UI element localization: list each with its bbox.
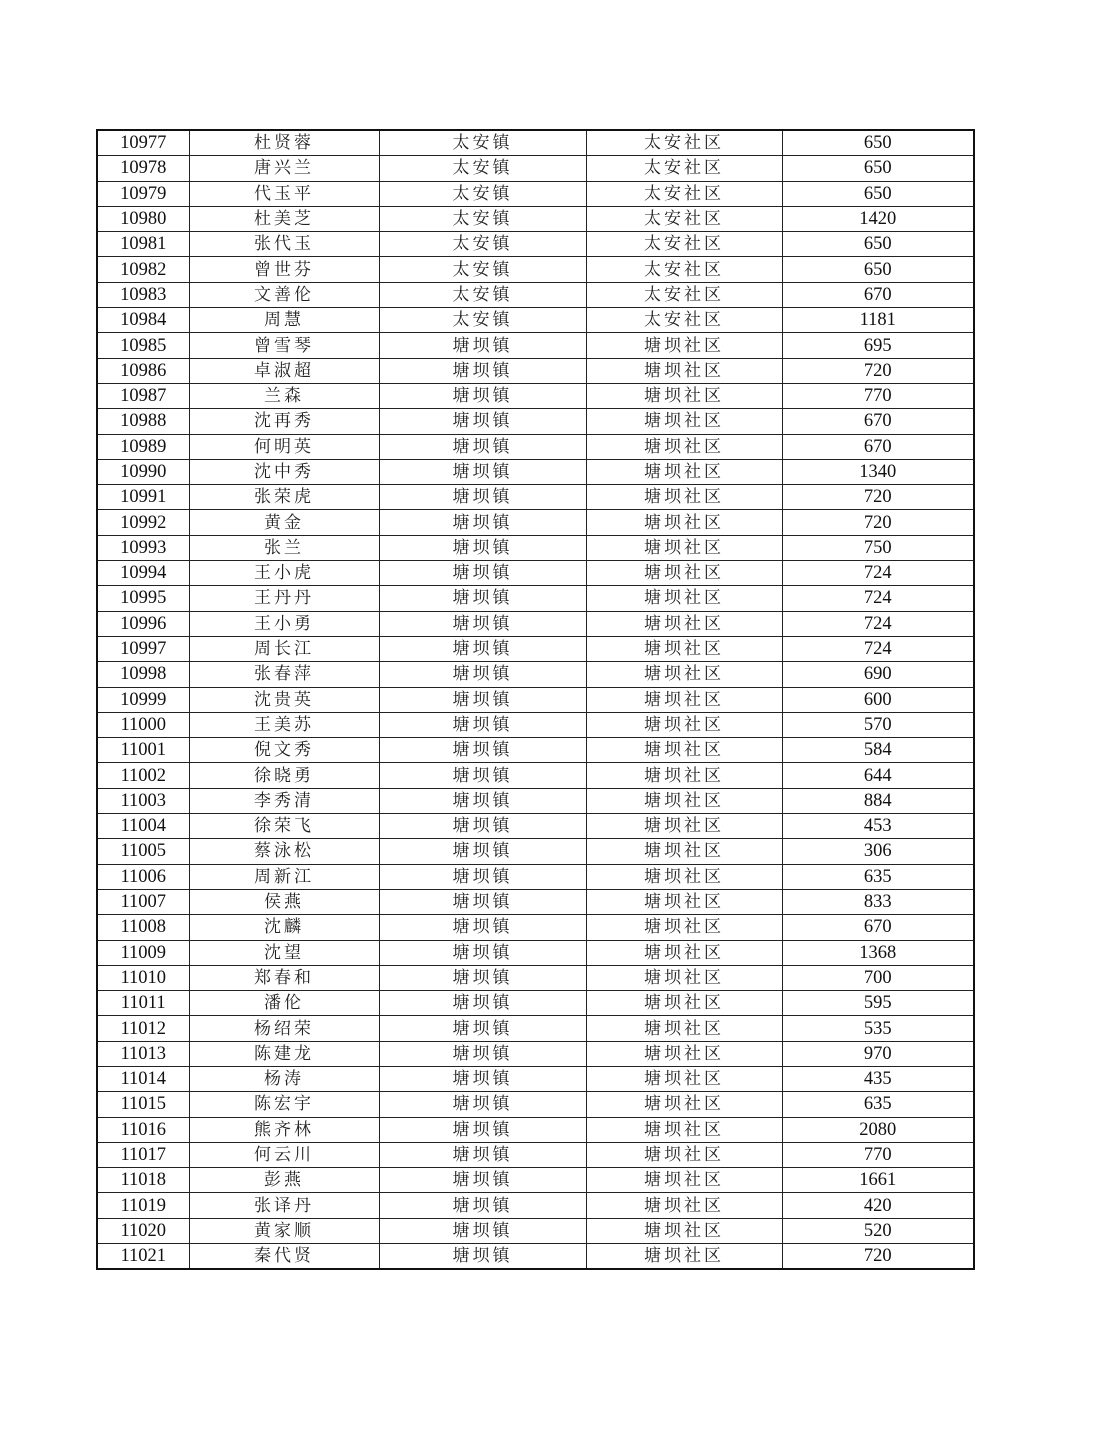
table-row [97,358,974,383]
table-row [97,814,974,839]
amount-cell: 1420 [782,206,974,231]
name-cell: 王小勇 [189,611,379,636]
table-row [97,257,974,282]
town-cell: 塘坝镇 [379,358,586,383]
row-id-cell: 11005 [97,839,189,864]
town-cell: 塘坝镇 [379,712,586,737]
table-row [97,206,974,231]
town-cell: 太安镇 [379,156,586,181]
table-row [97,232,974,257]
table-row [97,1168,974,1193]
table-row [97,485,974,510]
amount-cell: 833 [782,889,974,914]
town-cell: 塘坝镇 [379,459,586,484]
table-row [97,535,974,560]
name-cell: 黄金 [189,510,379,535]
town-cell: 塘坝镇 [379,1168,586,1193]
town-cell: 塘坝镇 [379,814,586,839]
name-cell: 沈再秀 [189,409,379,434]
amount-cell: 650 [782,130,974,156]
town-cell: 塘坝镇 [379,1117,586,1142]
community-cell: 塘坝社区 [586,383,782,408]
row-id-cell: 10978 [97,156,189,181]
amount-cell: 1661 [782,1168,974,1193]
row-id-cell: 10982 [97,257,189,282]
community-cell: 塘坝社区 [586,839,782,864]
table-row [97,687,974,712]
community-cell: 塘坝社区 [586,1244,782,1270]
table-row [97,308,974,333]
amount-cell: 970 [782,1041,974,1066]
table-row [97,383,974,408]
row-id-cell: 10983 [97,282,189,307]
table-row [97,1092,974,1117]
table-row [97,586,974,611]
community-cell: 塘坝社区 [586,409,782,434]
name-cell: 李秀清 [189,788,379,813]
amount-cell: 635 [782,1092,974,1117]
row-id-cell: 11008 [97,915,189,940]
table-row [97,965,974,990]
community-cell: 塘坝社区 [586,586,782,611]
amount-cell: 720 [782,1244,974,1270]
amount-cell: 700 [782,965,974,990]
town-cell: 塘坝镇 [379,510,586,535]
community-cell: 塘坝社区 [586,1066,782,1091]
town-cell: 塘坝镇 [379,889,586,914]
table-row [97,662,974,687]
community-cell: 塘坝社区 [586,991,782,1016]
amount-cell: 724 [782,586,974,611]
name-cell: 彭燕 [189,1168,379,1193]
community-cell: 塘坝社区 [586,561,782,586]
community-cell: 太安社区 [586,156,782,181]
town-cell: 太安镇 [379,232,586,257]
name-cell: 陈建龙 [189,1041,379,1066]
table-row [97,409,974,434]
community-cell: 塘坝社区 [586,636,782,661]
row-id-cell: 11018 [97,1168,189,1193]
town-cell: 塘坝镇 [379,485,586,510]
row-id-cell: 10988 [97,409,189,434]
name-cell: 沈贵英 [189,687,379,712]
community-cell: 塘坝社区 [586,965,782,990]
amount-cell: 670 [782,282,974,307]
row-id-cell: 10986 [97,358,189,383]
amount-cell: 600 [782,687,974,712]
community-cell: 塘坝社区 [586,712,782,737]
row-id-cell: 10984 [97,308,189,333]
name-cell: 张荣虎 [189,485,379,510]
community-cell: 塘坝社区 [586,485,782,510]
row-id-cell: 11015 [97,1092,189,1117]
row-id-cell: 10979 [97,181,189,206]
name-cell: 陈宏宇 [189,1092,379,1117]
name-cell: 王丹丹 [189,586,379,611]
amount-cell: 884 [782,788,974,813]
amount-cell: 1368 [782,940,974,965]
town-cell: 塘坝镇 [379,1142,586,1167]
table-row [97,1218,974,1243]
community-cell: 塘坝社区 [586,1218,782,1243]
amount-cell: 670 [782,409,974,434]
name-cell: 兰森 [189,383,379,408]
amount-cell: 520 [782,1218,974,1243]
name-cell: 周长江 [189,636,379,661]
amount-cell: 720 [782,510,974,535]
name-cell: 周新江 [189,864,379,889]
town-cell: 塘坝镇 [379,687,586,712]
town-cell: 塘坝镇 [379,991,586,1016]
data-table [96,129,975,1270]
row-id-cell: 10998 [97,662,189,687]
community-cell: 塘坝社区 [586,1117,782,1142]
amount-cell: 650 [782,257,974,282]
row-id-cell: 10992 [97,510,189,535]
community-cell: 塘坝社区 [586,510,782,535]
row-id-cell: 11017 [97,1142,189,1167]
amount-cell: 650 [782,156,974,181]
name-cell: 沈麟 [189,915,379,940]
name-cell: 倪文秀 [189,738,379,763]
table-row [97,1117,974,1142]
table-row [97,1142,974,1167]
name-cell: 沈中秀 [189,459,379,484]
amount-cell: 750 [782,535,974,560]
town-cell: 太安镇 [379,257,586,282]
amount-cell: 435 [782,1066,974,1091]
table-row [97,510,974,535]
name-cell: 杜贤蓉 [189,130,379,156]
table-row [97,459,974,484]
community-cell: 塘坝社区 [586,788,782,813]
name-cell: 曾世芬 [189,257,379,282]
row-id-cell: 11009 [97,940,189,965]
town-cell: 塘坝镇 [379,1066,586,1091]
amount-cell: 695 [782,333,974,358]
amount-cell: 670 [782,915,974,940]
community-cell: 塘坝社区 [586,889,782,914]
name-cell: 潘伦 [189,991,379,1016]
row-id-cell: 11010 [97,965,189,990]
name-cell: 张代玉 [189,232,379,257]
amount-cell: 724 [782,561,974,586]
town-cell: 太安镇 [379,308,586,333]
row-id-cell: 11019 [97,1193,189,1218]
table-body [97,130,974,1269]
table-row [97,763,974,788]
table-row [97,991,974,1016]
table-row [97,889,974,914]
name-cell: 郑春和 [189,965,379,990]
name-cell: 杨涛 [189,1066,379,1091]
community-cell: 塘坝社区 [586,611,782,636]
row-id-cell: 10990 [97,459,189,484]
town-cell: 塘坝镇 [379,333,586,358]
town-cell: 太安镇 [379,181,586,206]
row-id-cell: 11016 [97,1117,189,1142]
name-cell: 黄家顺 [189,1218,379,1243]
row-id-cell: 11020 [97,1218,189,1243]
row-id-cell: 10996 [97,611,189,636]
community-cell: 太安社区 [586,257,782,282]
amount-cell: 690 [782,662,974,687]
row-id-cell: 11000 [97,712,189,737]
row-id-cell: 10977 [97,130,189,156]
row-id-cell: 11014 [97,1066,189,1091]
town-cell: 塘坝镇 [379,611,586,636]
amount-cell: 584 [782,738,974,763]
community-cell: 塘坝社区 [586,940,782,965]
community-cell: 塘坝社区 [586,434,782,459]
town-cell: 塘坝镇 [379,434,586,459]
table-row [97,1041,974,1066]
row-id-cell: 11021 [97,1244,189,1270]
community-cell: 太安社区 [586,130,782,156]
amount-cell: 724 [782,636,974,661]
community-cell: 太安社区 [586,308,782,333]
community-cell: 太安社区 [586,282,782,307]
amount-cell: 453 [782,814,974,839]
name-cell: 沈望 [189,940,379,965]
name-cell: 唐兴兰 [189,156,379,181]
amount-cell: 720 [782,358,974,383]
town-cell: 塘坝镇 [379,1041,586,1066]
table-row [97,130,974,156]
amount-cell: 770 [782,383,974,408]
table-row [97,636,974,661]
row-id-cell: 11004 [97,814,189,839]
name-cell: 熊齐林 [189,1117,379,1142]
amount-cell: 595 [782,991,974,1016]
row-id-cell: 11013 [97,1041,189,1066]
table-row [97,712,974,737]
name-cell: 杜美芝 [189,206,379,231]
amount-cell: 650 [782,232,974,257]
row-id-cell: 10995 [97,586,189,611]
amount-cell: 720 [782,485,974,510]
name-cell: 何云川 [189,1142,379,1167]
table-row [97,940,974,965]
community-cell: 塘坝社区 [586,459,782,484]
town-cell: 塘坝镇 [379,788,586,813]
table-row [97,915,974,940]
row-id-cell: 11006 [97,864,189,889]
town-cell: 塘坝镇 [379,535,586,560]
amount-cell: 535 [782,1016,974,1041]
name-cell: 杨绍荣 [189,1016,379,1041]
name-cell: 张兰 [189,535,379,560]
amount-cell: 635 [782,864,974,889]
amount-cell: 644 [782,763,974,788]
amount-cell: 1181 [782,308,974,333]
row-id-cell: 10981 [97,232,189,257]
community-cell: 塘坝社区 [586,1092,782,1117]
row-id-cell: 11001 [97,738,189,763]
amount-cell: 420 [782,1193,974,1218]
row-id-cell: 10999 [97,687,189,712]
name-cell: 蔡泳松 [189,839,379,864]
community-cell: 塘坝社区 [586,535,782,560]
table-row [97,1016,974,1041]
town-cell: 塘坝镇 [379,839,586,864]
amount-cell: 770 [782,1142,974,1167]
community-cell: 塘坝社区 [586,864,782,889]
town-cell: 塘坝镇 [379,409,586,434]
town-cell: 塘坝镇 [379,1193,586,1218]
name-cell: 秦代贤 [189,1244,379,1270]
community-cell: 塘坝社区 [586,814,782,839]
table-row [97,156,974,181]
name-cell: 徐荣飞 [189,814,379,839]
amount-cell: 650 [782,181,974,206]
name-cell: 何明英 [189,434,379,459]
community-cell: 塘坝社区 [586,1168,782,1193]
name-cell: 徐晓勇 [189,763,379,788]
row-id-cell: 11011 [97,991,189,1016]
name-cell: 王小虎 [189,561,379,586]
table-row [97,864,974,889]
community-cell: 塘坝社区 [586,1142,782,1167]
amount-cell: 670 [782,434,974,459]
row-id-cell: 11007 [97,889,189,914]
community-cell: 太安社区 [586,206,782,231]
row-id-cell: 10985 [97,333,189,358]
town-cell: 塘坝镇 [379,586,586,611]
community-cell: 太安社区 [586,181,782,206]
row-id-cell: 11012 [97,1016,189,1041]
town-cell: 塘坝镇 [379,864,586,889]
row-id-cell: 10987 [97,383,189,408]
row-id-cell: 10997 [97,636,189,661]
town-cell: 塘坝镇 [379,965,586,990]
town-cell: 塘坝镇 [379,1244,586,1270]
town-cell: 塘坝镇 [379,561,586,586]
community-cell: 塘坝社区 [586,1016,782,1041]
town-cell: 塘坝镇 [379,662,586,687]
name-cell: 周慧 [189,308,379,333]
town-cell: 太安镇 [379,206,586,231]
community-cell: 太安社区 [586,232,782,257]
community-cell: 塘坝社区 [586,687,782,712]
name-cell: 曾雪琴 [189,333,379,358]
table-row [97,738,974,763]
town-cell: 太安镇 [379,130,586,156]
table-row [97,333,974,358]
name-cell: 侯燕 [189,889,379,914]
amount-cell: 306 [782,839,974,864]
table-row [97,611,974,636]
table-row [97,788,974,813]
community-cell: 塘坝社区 [586,763,782,788]
name-cell: 文善伦 [189,282,379,307]
community-cell: 塘坝社区 [586,333,782,358]
row-id-cell: 10991 [97,485,189,510]
row-id-cell: 10994 [97,561,189,586]
community-cell: 塘坝社区 [586,358,782,383]
town-cell: 塘坝镇 [379,738,586,763]
table-row [97,1244,974,1270]
community-cell: 塘坝社区 [586,1041,782,1066]
amount-cell: 724 [782,611,974,636]
town-cell: 塘坝镇 [379,383,586,408]
name-cell: 卓淑超 [189,358,379,383]
town-cell: 塘坝镇 [379,1218,586,1243]
row-id-cell: 11003 [97,788,189,813]
town-cell: 塘坝镇 [379,940,586,965]
row-id-cell: 11002 [97,763,189,788]
community-cell: 塘坝社区 [586,1193,782,1218]
table-row [97,181,974,206]
community-cell: 塘坝社区 [586,915,782,940]
town-cell: 塘坝镇 [379,636,586,661]
community-cell: 塘坝社区 [586,738,782,763]
row-id-cell: 10980 [97,206,189,231]
row-id-cell: 10989 [97,434,189,459]
name-cell: 代玉平 [189,181,379,206]
town-cell: 塘坝镇 [379,915,586,940]
amount-cell: 2080 [782,1117,974,1142]
table-row [97,839,974,864]
row-id-cell: 10993 [97,535,189,560]
town-cell: 太安镇 [379,282,586,307]
amount-cell: 1340 [782,459,974,484]
table-row [97,434,974,459]
name-cell: 张春萍 [189,662,379,687]
table-row [97,1193,974,1218]
table-row [97,1066,974,1091]
town-cell: 塘坝镇 [379,1092,586,1117]
town-cell: 塘坝镇 [379,1016,586,1041]
name-cell: 王美苏 [189,712,379,737]
community-cell: 塘坝社区 [586,662,782,687]
town-cell: 塘坝镇 [379,763,586,788]
table-row [97,561,974,586]
name-cell: 张译丹 [189,1193,379,1218]
amount-cell: 570 [782,712,974,737]
table-row [97,282,974,307]
